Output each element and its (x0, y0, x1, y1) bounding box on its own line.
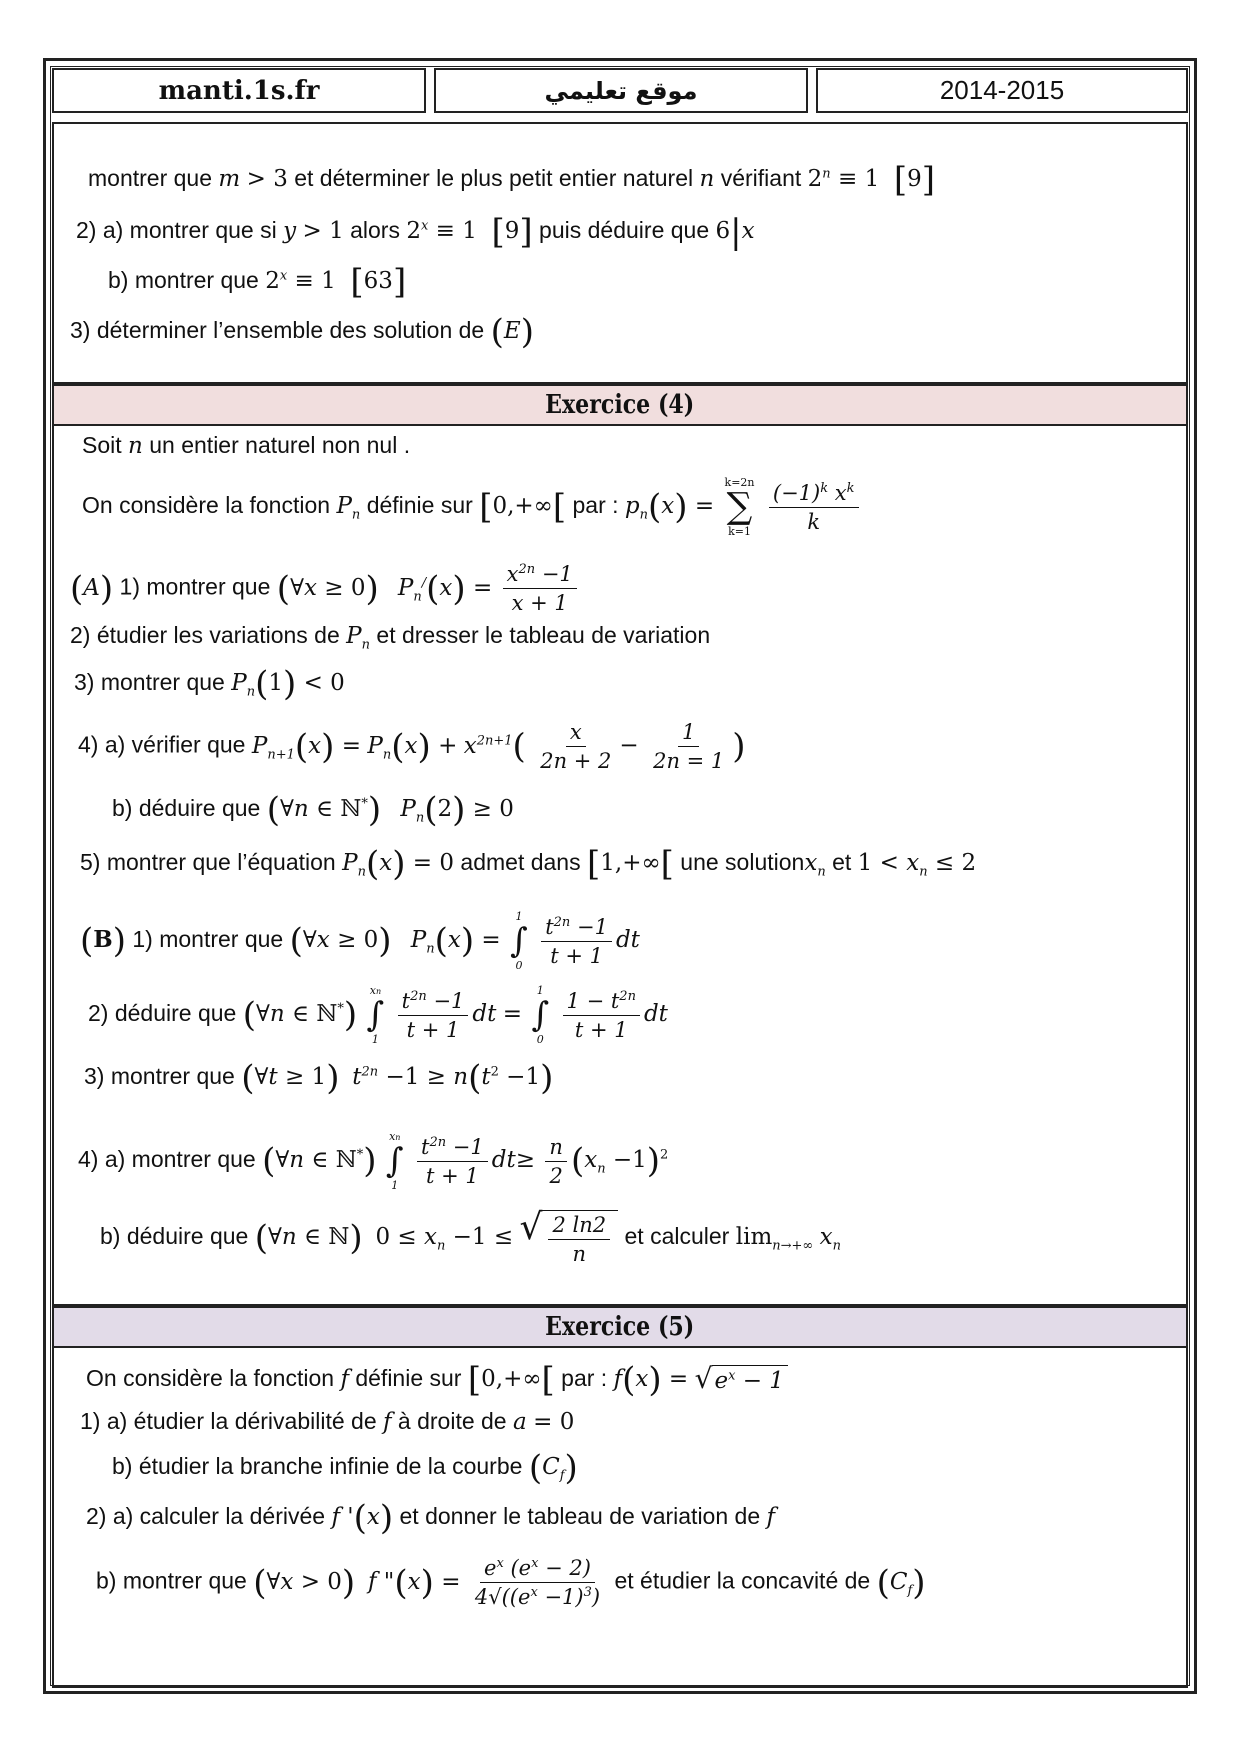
header-title-box (434, 68, 808, 113)
text: 2) étudier les variations de (70, 622, 340, 648)
text: par : (561, 1365, 608, 1391)
header-year-box (816, 68, 1188, 113)
text: 3) montrer que (84, 1063, 235, 1089)
text: un entier naturel non nul . (149, 432, 411, 458)
text: montrer que (88, 165, 213, 191)
text: 2) a) montrer que si (76, 217, 277, 243)
text: 4) a) montrer que (78, 1146, 256, 1173)
text: 5) montrer que l’équation (80, 849, 336, 875)
cont-line-3: b) montrer que $2^x \equiv 1$ [63] (108, 262, 407, 302)
text: 2) a) calculer la dérivée (86, 1503, 326, 1529)
ex4-intro-2: On considère la fonction $P_n$ définie sur [0,+∞[ par : $p_n(x)$ = k=2n ∑ k=1 $\frac{(-1)^k x^k}{k}$ (82, 476, 863, 538)
ex5-q2a: 2) a) calculer la dérivée f '(x) et donner le tableau de variation de f (86, 1498, 776, 1538)
ex4-A2: 2) étudier les variations de $P_n$ et dresser le tableau de variation (70, 622, 711, 653)
text: b) déduire que (100, 1223, 249, 1250)
ex5-q1a: 1) a) étudier la dérivabilité de f à droite de a = 0 (80, 1408, 575, 1435)
text: et (832, 849, 852, 875)
text: 1) a) étudier la dérivabilité de (80, 1408, 377, 1434)
ex4-B4b: b) déduire que (∀n ∈ ℕ) $0 \le x_n -1$ ≤ √ $\frac{2 \ln 2}{n}$ et calculer $\lim_{n\to+\infty} x_n$ (100, 1207, 842, 1266)
ex4-A4b: b) déduire que (∀n ∈ ℕ*) $P_n(2) \ge 0$ (112, 790, 514, 830)
text: b) déduire que (112, 795, 261, 821)
text: par : (572, 492, 619, 519)
text: une solution (680, 849, 805, 875)
cont-line-1: montrer que m > 3 et déterminer le plus petit entier naturel n vérifiant $2^n \equiv 1$ [9] (88, 160, 935, 200)
text: 2) déduire que (88, 1000, 237, 1027)
text: b) montrer que (96, 1567, 247, 1594)
ex5-title-bar (52, 1306, 1188, 1348)
ex4-A3: 3) montrer que $P_n(1) < 0$ (74, 664, 345, 704)
text: et déterminer le plus petit entier naturel (294, 165, 694, 191)
text: 1) montrer que (132, 926, 284, 953)
ex4-B2: 2) déduire que (∀n ∈ ℕ*) xn ∫ 1 $\frac{t^{2n} -1}{t + 1}$ dt = 1 ∫ 0 $\frac{1 - t^{2n}}{t + 1}$ dt (88, 984, 668, 1046)
text: On considère la fonction (82, 492, 331, 519)
arabic-title: موقع تعليمي (544, 76, 698, 105)
school-year: 2014-2015 (939, 75, 1065, 105)
text: puis déduire que (539, 217, 710, 243)
text: 3) déterminer l’ensemble des solution de (70, 317, 485, 343)
cont-line-2: 2) a) montrer que si y > 1 alors $2^x \equiv 1$ [9] puis déduire que 6|x (76, 212, 755, 252)
ex4-intro-1: Soit n un entier naturel non nul . (82, 432, 411, 459)
text: et calculer (624, 1223, 730, 1250)
ex5-q1b: b) étudier la branche infinie de la courbe $(C_f)$ (112, 1448, 578, 1488)
ex4-B1: (B) 1) montrer que (∀x ≥ 0) $P_n(x)$ = 1 ∫ 0 $\frac{t^{2n} -1}{t + 1}$ dt (80, 910, 640, 972)
ex4-A1: (A) 1) montrer que (∀x ≥ 0) $P_n^/(x)$ = $\frac{x^{2n} -1}{x + 1}$ (70, 562, 581, 615)
text: 3) montrer que (74, 669, 225, 695)
ex4-title-bar (52, 384, 1188, 426)
text: 4) a) vérifier que (78, 731, 246, 758)
ex5-q2b: b) montrer que (∀x > 0) f "(x) = $\frac{e^x (e^x - 2)}{4√((e^x -1)^3)}$ et étudier la concavité de $(C_f)$ (96, 1556, 926, 1609)
text: alors (350, 217, 400, 243)
ex5-title: Exercice (5) (545, 1312, 695, 1342)
ex4-A5: 5) montrer que l’équation $P_n(x) = 0$ admet dans [1,+∞[ une solutionx$_n$ et $1 < x_n \le 2$ (80, 844, 977, 884)
ex4-B4a: 4) a) montrer que (∀n ∈ ℕ*) xn ∫ 1 $\frac{t^{2n} -1}{t + 1}$ dt≥ $\frac{n}{2}$ $(x_n -1)^2$ (78, 1130, 669, 1192)
ex4-B3: 3) montrer que (∀t ≥ 1) $t^{2n} -1 \ge n(t^2 -1)$ (84, 1058, 554, 1098)
text: admet dans (460, 849, 581, 875)
header-site-box (52, 68, 426, 113)
text: 1) montrer que (119, 573, 271, 600)
site-name: manti.1s.fr (158, 75, 320, 106)
cont-line-4: 3) déterminer l’ensemble des solution de (E) (70, 312, 534, 352)
text: vérifiant (720, 165, 802, 191)
ex5-intro: On considère la fonction f définie sur [0,+∞[ par : f(x) = √ $e^x - 1$ (86, 1360, 788, 1400)
ex4-A4a: 4) a) vérifier que $P_{n+1}(x) = P_n(x) + x^{2n+1}$( $\frac{x}{2n + 2}$ − $\frac{1}{2n = 1}$ ) (78, 720, 746, 773)
text: et donner le tableau de variation de (399, 1503, 761, 1529)
ex4-title: Exercice (4) (545, 390, 695, 420)
text: et étudier la concavité de (614, 1567, 871, 1594)
text: On considère la fonction (86, 1365, 335, 1391)
text: définie sur (355, 1365, 462, 1391)
text: b) étudier la branche infinie de la courbe (112, 1453, 523, 1479)
text: b) montrer que (108, 267, 259, 293)
text: définie sur (366, 492, 473, 519)
text: Soit (82, 432, 122, 458)
text: et dresser le tableau de variation (376, 622, 711, 648)
text: à droite de (397, 1408, 507, 1434)
